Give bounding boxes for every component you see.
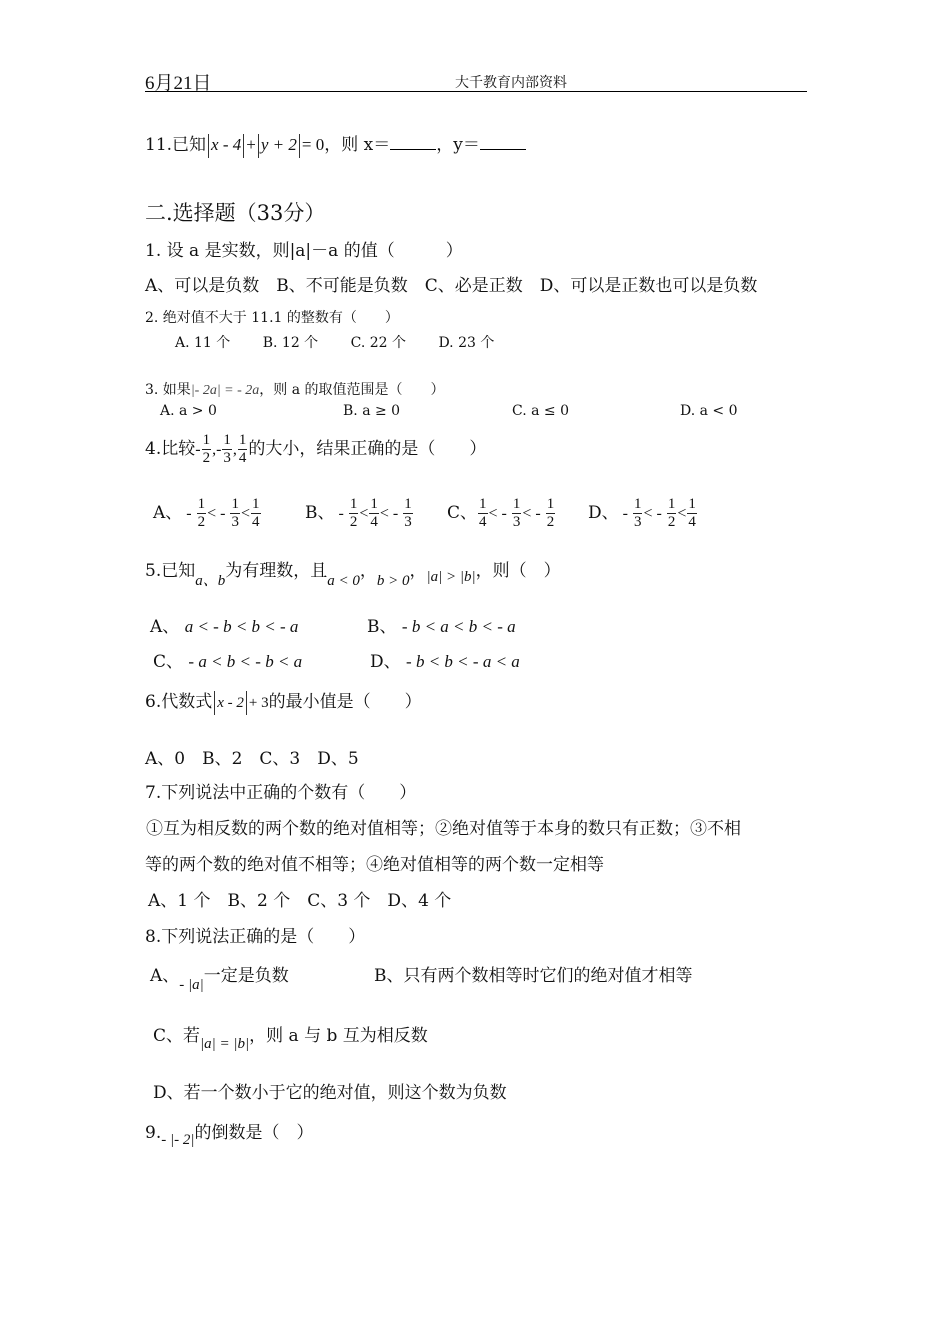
question-8-option-c: C、若|a| = |b|，则 a 与 b 互为相反数 bbox=[153, 1026, 428, 1052]
question-5-stem: 5.已知a、b为有理数，且a < 0，b > 0，|a| > |b|，则（ ） bbox=[145, 561, 561, 589]
q3-expr: |- 2a| = - 2a bbox=[190, 383, 260, 398]
header-title: 大千教育内部资料 bbox=[455, 75, 567, 91]
q11-mid: ，则 x＝ bbox=[324, 135, 391, 155]
question-1-stem: 1. 设 a 是实数，则|a|－a 的值（ ） bbox=[145, 241, 463, 261]
question-11: 11.已知 x - 4 + y + 2 = 0，则 x＝ ，y＝ bbox=[145, 130, 526, 158]
question-4-option-a: A、 - $\frac{1}{2}$ < - $\frac{1}{3}$ < $\frac{1}{4}$ bbox=[153, 496, 260, 530]
question-7-body-line1: ①互为相反数的两个数的绝对值相等；②绝对值等于本身的数只有正数；③不相 bbox=[146, 819, 741, 839]
q11-y-label: ，y＝ bbox=[436, 135, 480, 155]
question-9-stem: 9.- |- 2|的倒数是（ ） bbox=[145, 1123, 314, 1148]
question-6-options: A、0 B、2 C、3 D、5 bbox=[145, 749, 359, 769]
q11-expr-a: x - 4 bbox=[211, 135, 242, 154]
question-3-stem: 3. 如果|- 2a| = - 2a，则 a 的取值范围是（ ） bbox=[145, 382, 445, 398]
question-7-stem: 7.下列说法中正确的个数有（ ） bbox=[145, 783, 417, 803]
question-5-option-a: A、 a < - b < b < - a bbox=[150, 617, 299, 637]
question-8-stem: 8.下列说法正确的是（ ） bbox=[145, 927, 366, 947]
question-4-option-b: B、 - $\frac{1}{2}$ < $\frac{1}{4}$ < - $\frac{1}{3}$ bbox=[305, 496, 412, 530]
question-5-option-c: C、 - a < b < - b < a bbox=[153, 652, 303, 672]
section-title: 二.选择题（33分） bbox=[145, 201, 326, 225]
question-3-option-a: A. a > 0 bbox=[160, 403, 217, 419]
question-1-options: A、可以是负数 B、不可能是负数 C、必是正数 D、可以是正数也可以是负数 bbox=[145, 276, 758, 296]
question-8-option-b: B、只有两个数相等时它们的绝对值才相等 bbox=[374, 966, 693, 986]
header-divider bbox=[145, 91, 807, 92]
question-4-option-d: D、 - $\frac{1}{3}$ < - $\frac{1}{2}$ < $\frac{1}{4}$ bbox=[588, 496, 696, 530]
q11-x-blank[interactable] bbox=[390, 135, 436, 150]
question-8-option-d: D、若一个数小于它的绝对值，则这个数为负数 bbox=[153, 1083, 507, 1103]
header-date: 6月21日 bbox=[145, 73, 212, 94]
question-5-option-b: B、 - b < a < b < - a bbox=[367, 617, 516, 637]
question-3-option-c: C. a ≤ 0 bbox=[512, 403, 569, 419]
question-7-body-line2: 等的两个数的绝对值不相等；④绝对值相等的两个数一定相等 bbox=[145, 855, 604, 875]
question-6-stem: 6.代数式 x - 2 + 3的最小值是（ ） bbox=[145, 687, 422, 715]
question-5-option-d: D、 - b < b < - a < a bbox=[370, 652, 520, 672]
question-7-options: A、1 个 B、2 个 C、3 个 D、4 个 bbox=[148, 891, 452, 911]
question-8-option-a: A、- |a|一定是负数 bbox=[150, 966, 289, 993]
question-2-stem: 2. 绝对值不大于 11.1 的整数有（ ） bbox=[145, 310, 399, 326]
q11-expr-b: y + 2 bbox=[260, 135, 297, 154]
question-3-option-d: D. a < 0 bbox=[680, 403, 738, 419]
question-4-stem: 4.比较- $\frac{1}{2}$ ,- $\frac{1}{3}$ , $\frac{1}{4}$ 的大小，结果正确的是（ ） bbox=[145, 432, 487, 466]
question-4-option-c: C、 $\frac{1}{4}$ < - $\frac{1}{3}$ < - $\frac{1}{2}$ bbox=[447, 496, 555, 530]
question-2-options: A. 11 个 B. 12 个 C. 22 个 D. 23 个 bbox=[175, 335, 495, 351]
question-3-option-b: B. a ≥ 0 bbox=[343, 403, 401, 419]
q11-prefix: 11.已知 bbox=[145, 135, 207, 155]
q11-eq: = 0 bbox=[301, 135, 325, 154]
q11-y-blank[interactable] bbox=[480, 135, 526, 150]
